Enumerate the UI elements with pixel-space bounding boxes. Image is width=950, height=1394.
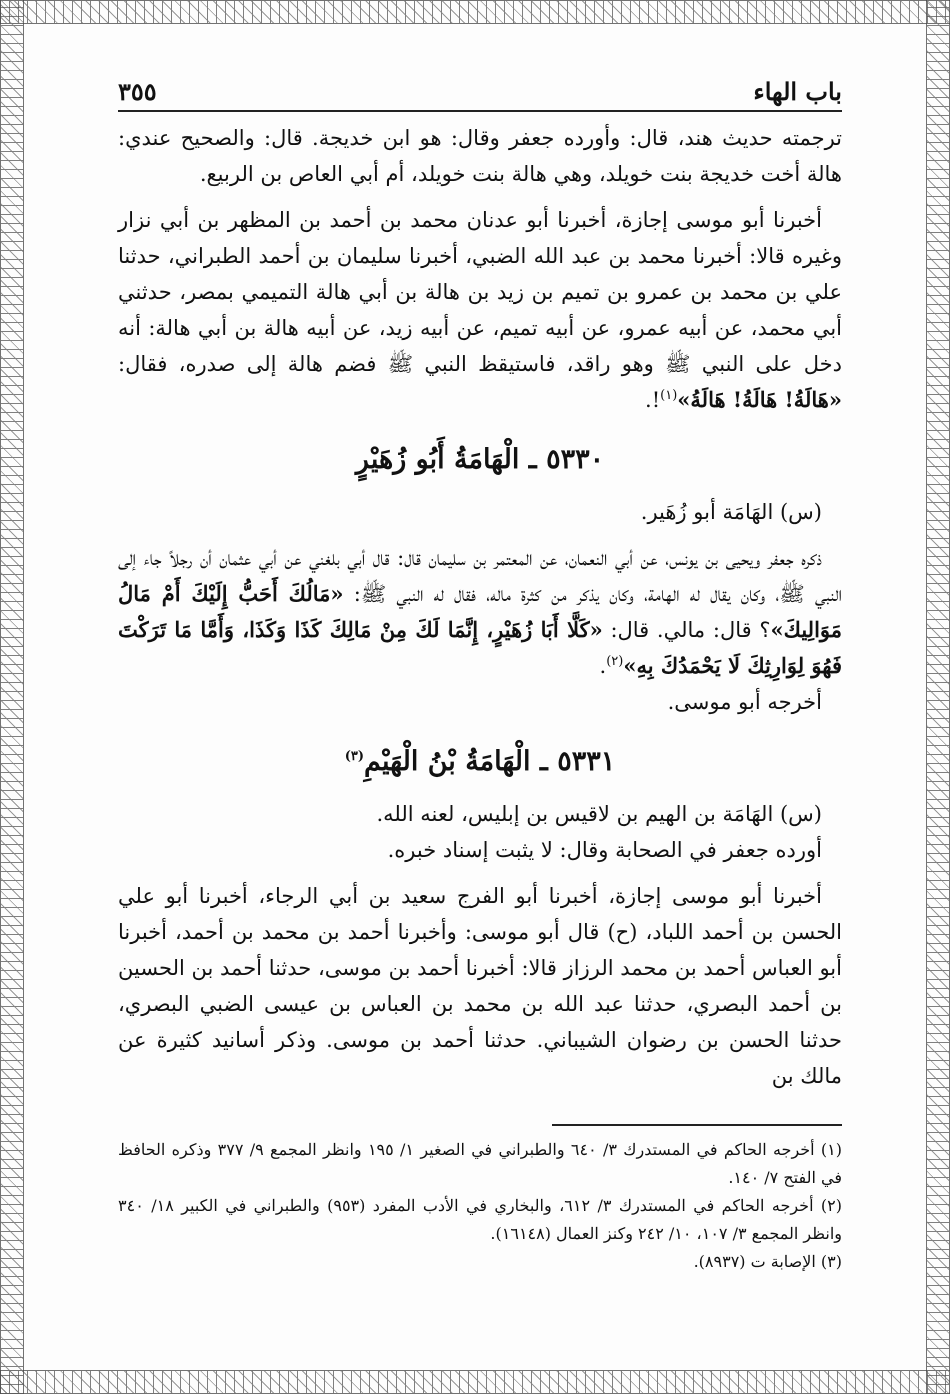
page-content — [118, 72, 842, 1276]
footnote: (٢) أخرجه الحاكم في المستدرك ٣/ ٦١٢، والبخاري في الأدب المفرد (٩٥٣) والطبراني في الكبير ١٨/ ٣٤٠ وانظر المجمع ٣/ ١٠٧، ١٠/ ٢٤٢ وكنز العمال (١٦١٤٨). — [118, 1196, 843, 1243]
decorative-border-bottom — [0, 1370, 950, 1394]
entry-intro: (س) الهَامَة بن الهيم بن لاقيس بن إبليس، لعنه الله. — [376, 802, 822, 826]
paragraph: أخبرنا أبو موسى إجازة، أخبرنا أبو الفرج سعيد بن أبي الرجاء، أخبرنا أبو علي الحسن بن أحمد اللباد، (ح) قال أبو موسى: وأخبرنا أحمد بن محمد بن أحمد، أخبرنا أبو العباس أحمد بن محمد الرزاز قالا: أخبرنا أحمد بن موسى، حدثنا أحمد بن الحسين بن أحمد البصري، حدثنا عبد الله بن محمد بن العباس بن عيسى الضبي البصري، حدثنا الحسن بن رضوان الشيباني. حدثنا أحمد بن موسى. وذكر أسانيد كثيرة عن مالك بن — [118, 884, 842, 1088]
entry-intro: (س) الهَامَة أبو زُهَير. — [640, 500, 822, 524]
hadith-quote: «مَالُكَ أَحَبُّ إِلَيْكَ أَمْ مَالُ مَوَالِيكَ» — [118, 581, 843, 642]
entry-note: أورده جعفر في الصحابة وقال: لا يثبت إسناد خبره. — [387, 838, 822, 862]
punctuation: !. — [645, 388, 661, 412]
decorative-border-top — [0, 0, 950, 24]
chapter-title: باب الهاء — [753, 77, 842, 106]
entry-title-text: ٥٣٣١ ـ الْهَامَةُ بْنُ الْهَيْمِ — [364, 746, 616, 777]
decorative-border-right — [926, 0, 950, 1394]
page-number: ٣٥٥ — [118, 77, 157, 106]
paragraph — [118, 202, 842, 418]
footnote-marker: (١) — [660, 388, 678, 403]
footnote-divider — [552, 1124, 842, 1126]
footnote-marker: (٢) — [606, 654, 624, 669]
hadith-quote: «هَالَةُ! هَالَةُ! هَالَةُ» — [677, 387, 842, 412]
hadith-quote: «كَلَّا أَبَا زُهَيْرٍ، إِنَّمَا لَكَ مِنْ مَالِكَ كَذَا وَكَذَا، وَأَمَّا مَا تَرَكْتَ فَهُوَ لِوَارِثِكَ لَا يَحْمَدُكَ بِهِ» — [118, 617, 842, 678]
footnote: (٣) الإصابة ت (٨٩٣٧). — [693, 1252, 842, 1271]
entry-title — [118, 744, 842, 780]
paragraph — [118, 540, 842, 684]
paragraph-text: ذكره جعفر ويحيى بن يونس، عن أبي النعمان، عن المعتمر بن سليمان قال: قال أبي بلغني عن أبي عثمان أن رجلاً جاء إلى النبي ﷺ، وكان يقال له الهامة، وكان يذكر من كثرة ماله، فقال له النبي ﷺ: — [118, 546, 843, 606]
source-note: أخرجه أبو موسى. — [667, 690, 822, 714]
footnote-marker: (٣) — [344, 749, 365, 764]
decorative-border-left — [0, 0, 24, 1394]
punctuation: . — [599, 654, 607, 678]
paragraph-text: ؟ قال: مالي. قال: — [610, 618, 771, 642]
footnote: (١) أخرجه الحاكم في المستدرك ٣/ ٦٤٠ والطبراني في الصغير ١/ ١٩٥ وانظر المجمع ٩/ ٣٧٧ وذكره الحافظ في الفتح ٧/ ١٤٠. — [118, 1140, 843, 1187]
entry-title: ٥٣٣٠ ـ الْهَامَةُ أَبُو زُهَيْرٍ — [355, 444, 605, 475]
paragraph-text: أخبرنا أبو موسى إجازة، أخبرنا أبو عدنان محمد بن أحمد بن المظهر بن أبي نزار وغيره قالا: أخبرنا محمد بن عبد الله الضبي، أخبرنا سليمان بن أحمد الطبراني، حدثنا علي بن محمد بن عمرو بن تميم بن زيد بن هالة بن أبي هالة التميمي بمصر، حدثني أبي محمد، عن أبيه عمرو، عن أبيه تميم، عن أبيه زيد، عن أبيه هالة بن أبي هالة: أنه دخل على النبي ﷺ وهو راقد، فاستيقظ النبي ﷺ فضم هالة إلى صدره، فقال: — [118, 208, 842, 376]
running-header — [118, 72, 842, 112]
paragraph: ترجمته حديث هند، قال: وأورده جعفر وقال: هو ابن خديجة. قال: والصحيح عندي: هالة أخت خديجة بنت خويلد، وهي هالة بنت خويلد، أم أبي العاص بن الربيع. — [118, 126, 842, 186]
